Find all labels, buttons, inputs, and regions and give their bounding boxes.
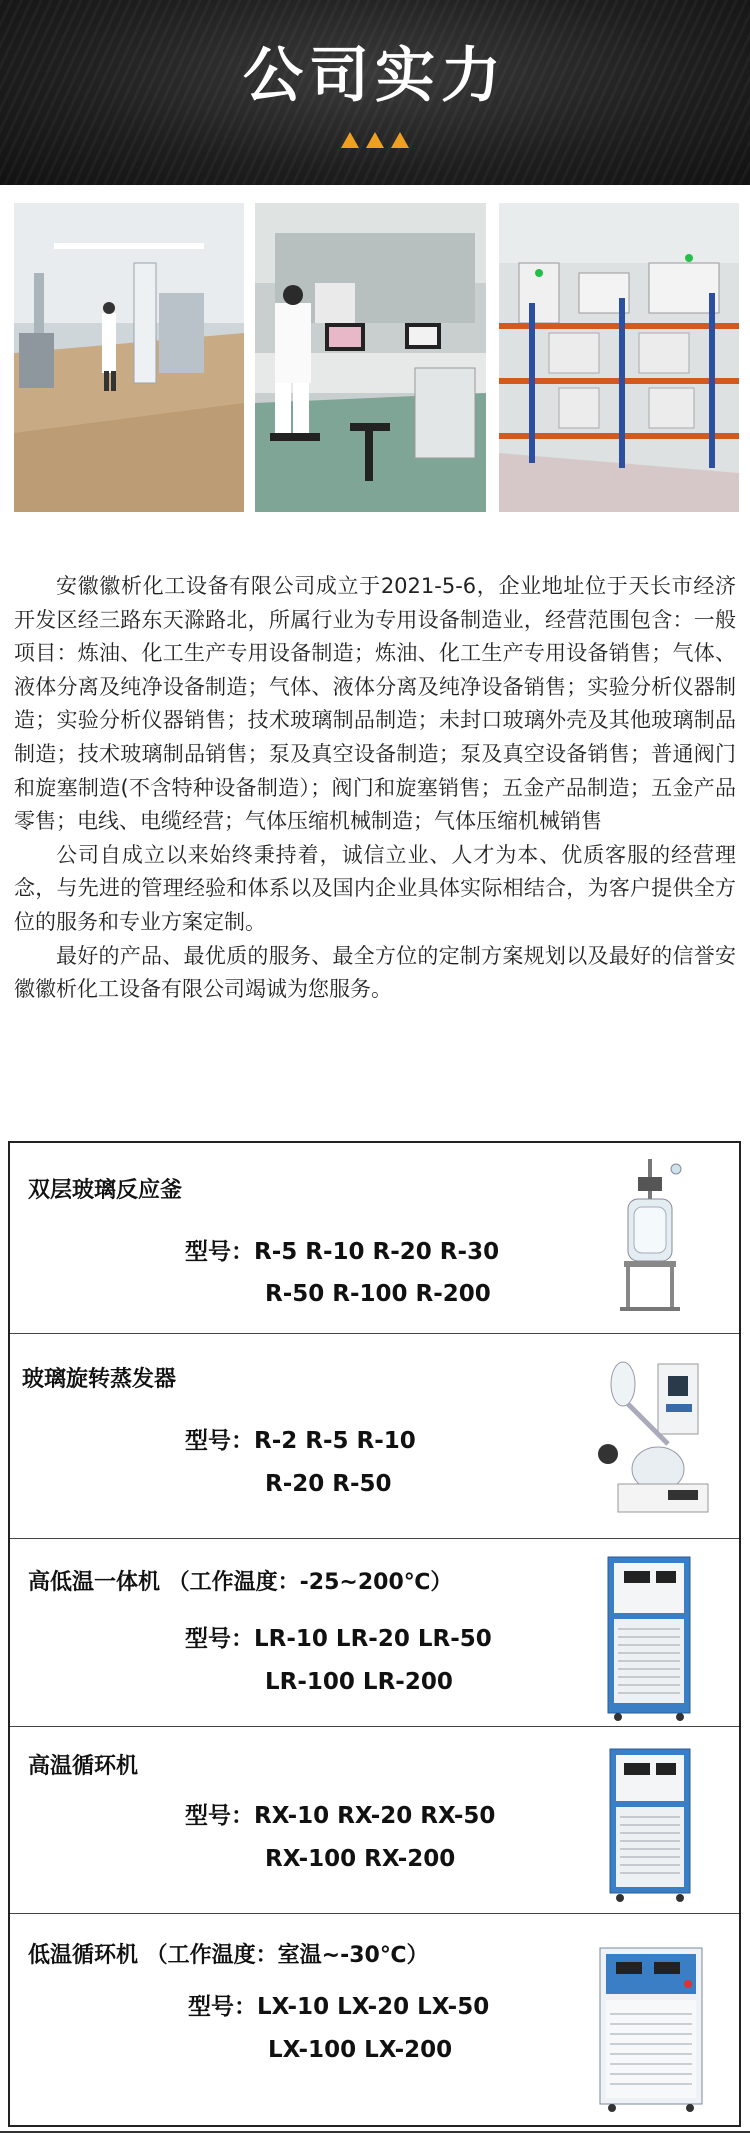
product-model-line2: R-20 R-50: [265, 1471, 392, 1497]
product-name: 玻璃旋转蒸发器: [22, 1367, 177, 1392]
product-model-line1: 型号：LR-10 LR-20 LR-50: [185, 1626, 492, 1652]
glass-reactor-image: [610, 1157, 690, 1317]
product-model-line2: R-50 R-100 R-200: [265, 1281, 491, 1307]
product-item-rotary-evaporator: [10, 1334, 739, 1539]
page-title: 公司实力: [243, 41, 507, 111]
product-name: 双层玻璃反应釜: [28, 1178, 183, 1203]
product-item-low-temp-circulator: [10, 1914, 739, 2125]
shelf-equipment-photo: [499, 203, 739, 512]
bottom-divider: [0, 2131, 750, 2133]
rotary-evaporator-image: [588, 1354, 713, 1519]
product-item-high-low-temp: [10, 1539, 739, 1727]
product-model-line1: 型号：R-2 R-5 R-10: [185, 1428, 416, 1454]
high-low-temp-unit-image: [604, 1553, 694, 1723]
triangle-arrows-icon: [341, 131, 409, 149]
intro-paragraph-1: 安徽徽析化工设备有限公司成立于2021-5-6，企业地址位于天长市经济开发区经三路东天滁路北，所属行业为专用设备制造业，经营范围包含：一般项目：炼油、化工生产专用设备制造；炼油、化工生产专用设备销售；气体、液体分离及纯净设备制造；气体、液体分离及纯净设备销售；实验分析仪器制造；实验分析仪器销售；技术玻璃制品制造；未封口玻璃外壳及其他玻璃制品制造；技术玻璃制品销售；泵及真空设备制造；泵及真空设备销售；普通阀门和旋塞制造(不含特种设备制造）；阀门和旋塞销售；五金产品制造；五金产品零售；电线、电缆经营；气体压缩机械制造；气体压缩机械销售: [14, 574, 736, 834]
product-model-line2: LX-100 LX-200: [268, 2037, 453, 2063]
intro-paragraph-2: 公司自成立以来始终秉持着，诚信立业、人才为本、优质客服的经营理念，与先进的管理经验和体系以及国内企业具体实际相结合，为客户提供全方位的服务和专业方案定制。: [14, 842, 736, 934]
lab-computer-photo: [255, 203, 486, 512]
product-item-reactor: [10, 1143, 739, 1334]
product-name: 高温循环机: [28, 1754, 139, 1779]
product-model-line1: 型号：R-5 R-10 R-20 R-30: [185, 1239, 500, 1265]
product-model-line2: LR-100 LR-200: [265, 1669, 453, 1695]
low-temp-circulator-image: [596, 1944, 706, 2114]
product-list: [8, 1141, 741, 2127]
product-model-line1: 型号：RX-10 RX-20 RX-50: [185, 1803, 496, 1829]
high-temp-circulator-image: [606, 1745, 694, 1905]
product-model-line1: 型号：LX-10 LX-20 LX-50: [188, 1994, 490, 2020]
workshop-photo: [14, 203, 244, 512]
product-name: 低温循环机 （工作温度：室温~-30℃）: [28, 1943, 429, 1968]
product-item-high-temp-circulator: [10, 1727, 739, 1914]
header-banner: [0, 0, 750, 185]
company-intro: [14, 570, 736, 1007]
product-model-line2: RX-100 RX-200: [265, 1846, 456, 1872]
intro-paragraph-3: 最好的产品、最优质的服务、最全方位的定制方案规划以及最好的信誉安徽徽析化工设备有限公司竭诚为您服务。: [14, 943, 736, 1002]
product-name: 高低温一体机 （工作温度：-25~200℃）: [28, 1570, 453, 1595]
